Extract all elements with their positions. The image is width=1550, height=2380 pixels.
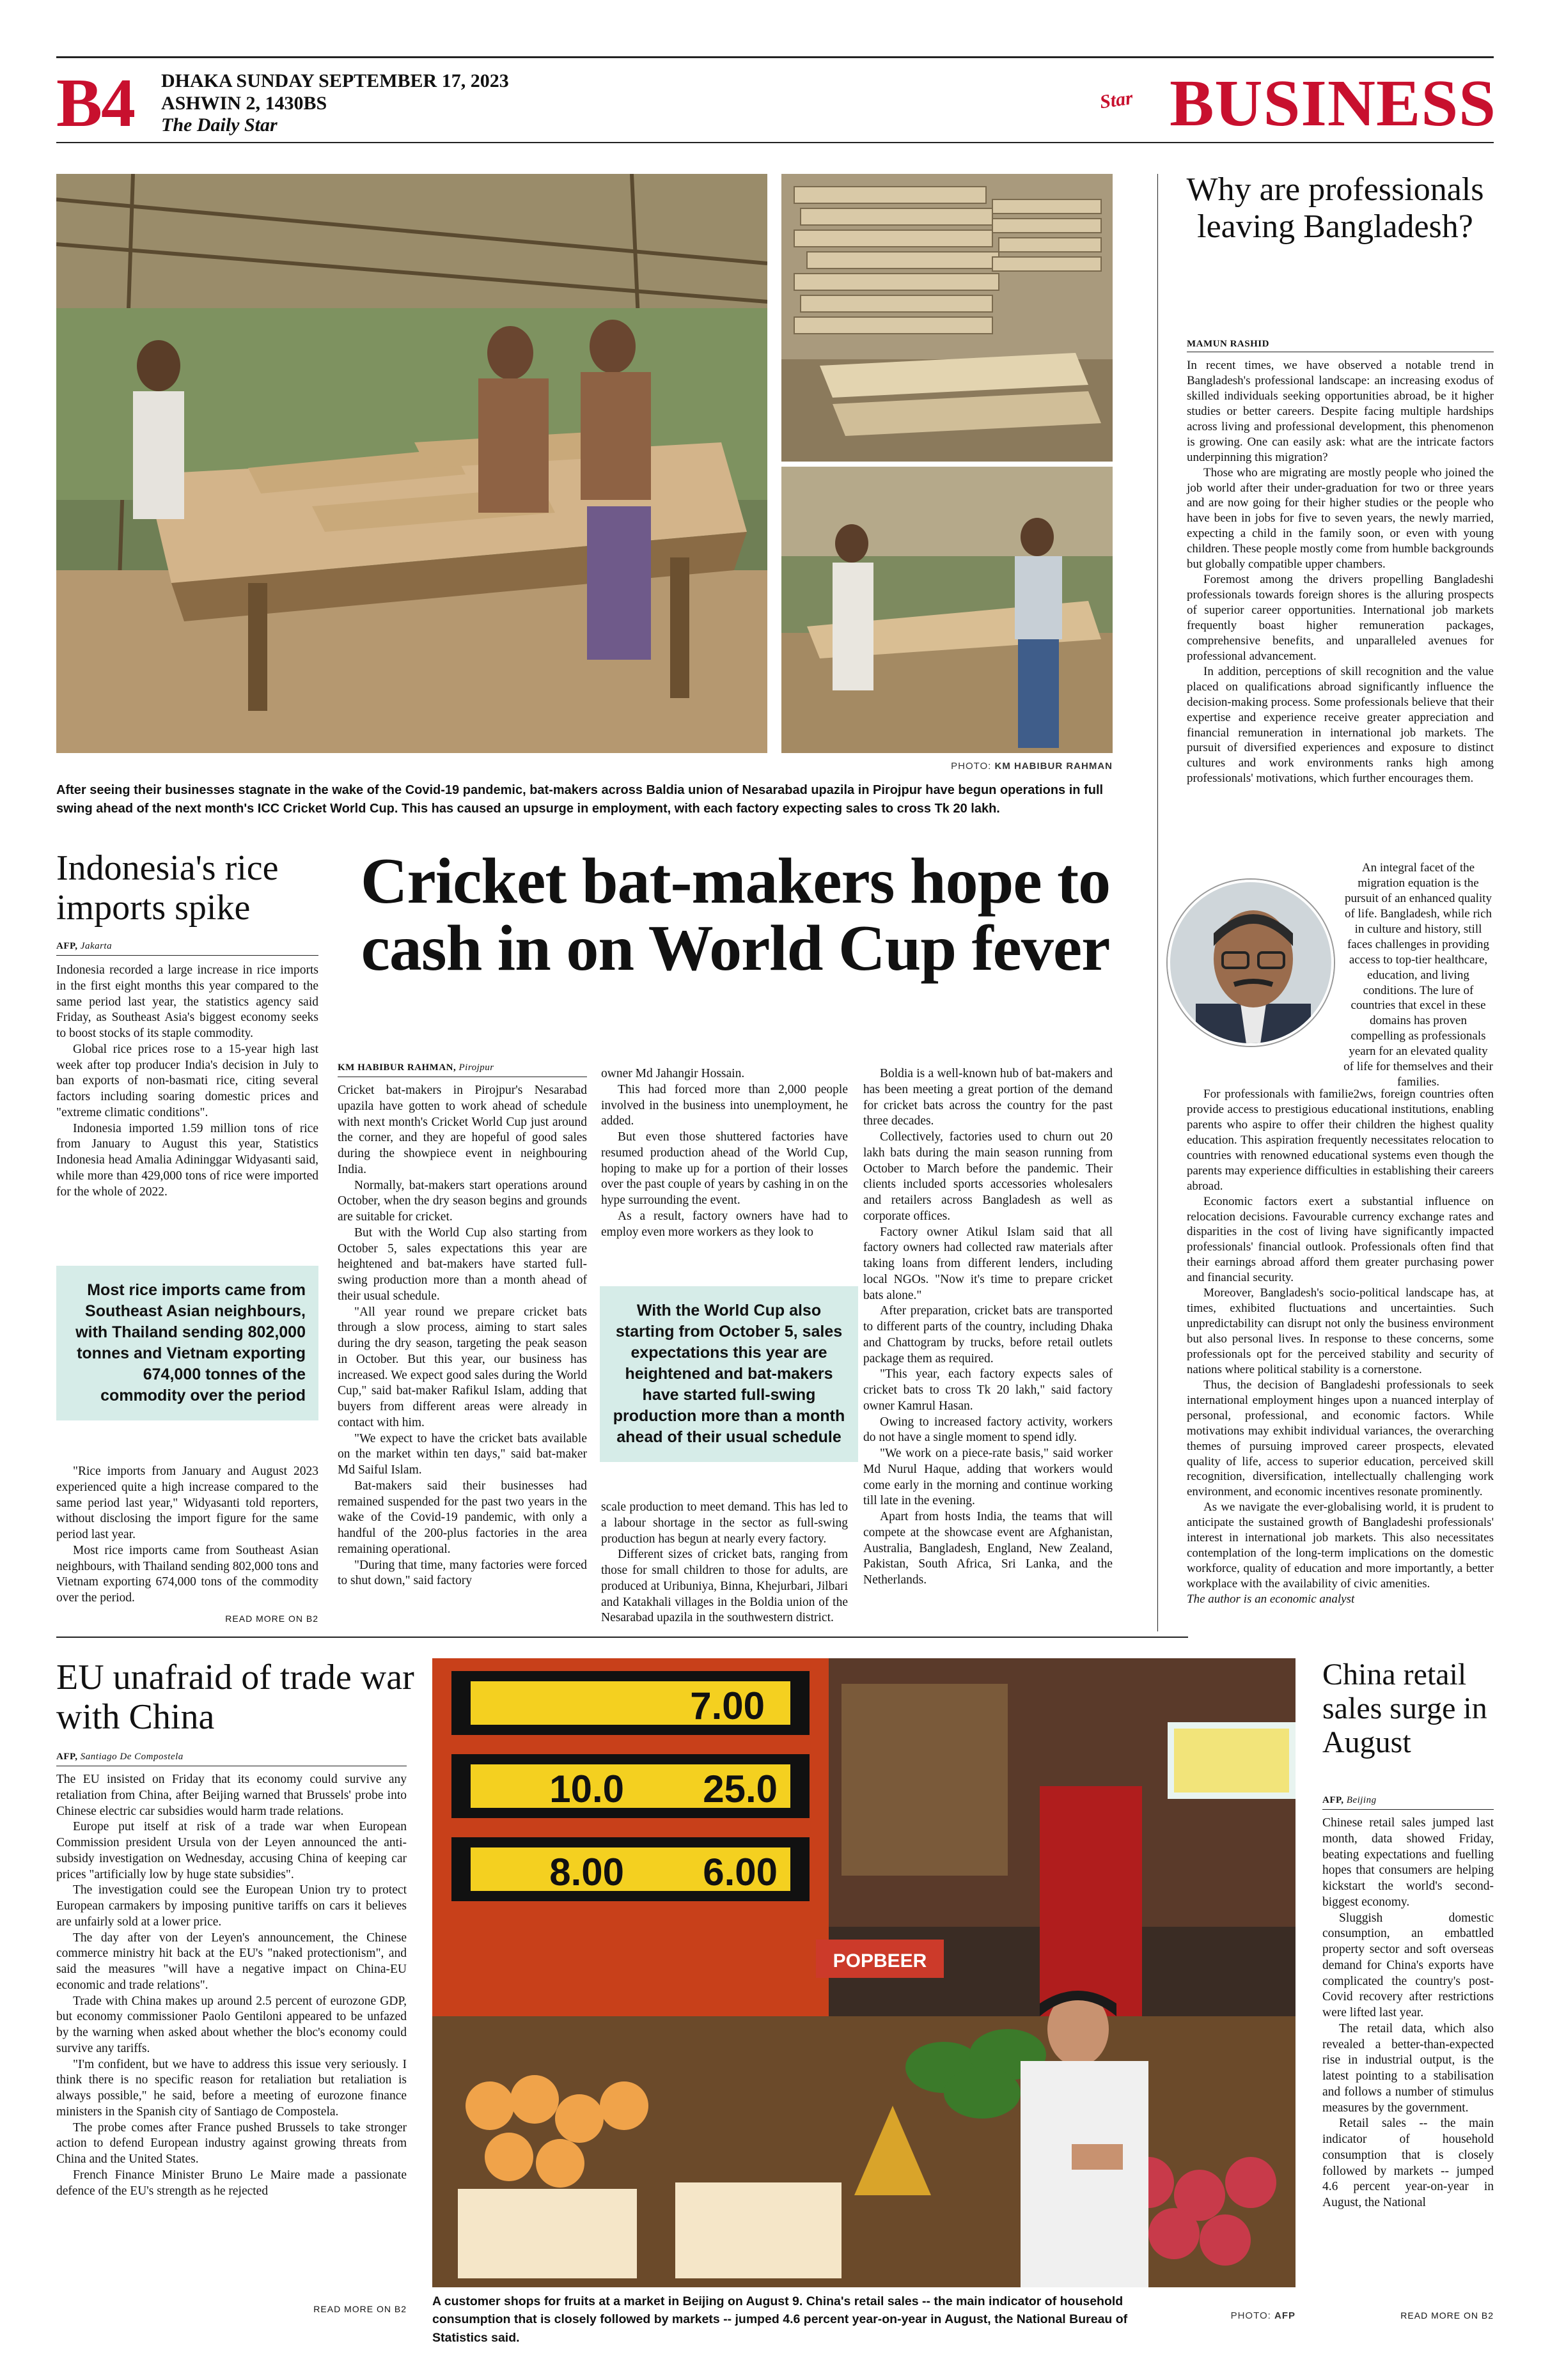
indonesia-byline-name: AFP,	[56, 941, 78, 951]
paragraph: "During that time, many factories were forced to shut down," said factory	[338, 1558, 587, 1588]
indonesia-headline: Indonesia's rice imports spike	[56, 848, 279, 928]
paragraph: The investigation could see the European Union try to protect European carmakers by imposing punitive tariffs on cars it believes are unfairly sold at a lower price.	[56, 1883, 407, 1929]
lead-byline-name: KM HABIBUR RAHMAN,	[338, 1062, 457, 1073]
lead-column-3	[863, 1066, 1113, 1589]
paragraph: Chinese retail sales jumped last month, data showed Friday, beating expectations and fuelling hopes that consumers are helping kickstart the world's second-biggest economy.	[1322, 1816, 1494, 1909]
paragraph: The EU insisted on Friday that its economy could survive any retaliation from China, after Beijing warned that Brussels' probe into Chinese electric car subsidies would harm trade relations.	[56, 1773, 407, 1818]
star-logo: Star	[1098, 87, 1134, 113]
paragraph: Bat-makers said their businesses had remained suspended for the past two years in the wake of the Covid-19 pandemic, with only a handful of the 200-plus factories in the area remaining operational.	[338, 1479, 587, 1556]
china-byline-name: AFP,	[1322, 1795, 1344, 1805]
header-top-rule	[56, 56, 1494, 58]
credit-name: KM HABIBUR RAHMAN	[994, 761, 1113, 772]
paragraph: After preparation, cricket bats are transported to different parts of the country, including Dhaka and Chattogram by trucks, before retail outlets package them as required.	[863, 1304, 1113, 1365]
paragraph: Collectively, factories used to churn out 20 lakh bats during the main season running from October to March before the pandemic. Their clients included sports accessories wholesalers and retailers across Bangladesh as well as corporate offices.	[863, 1130, 1113, 1223]
paragraph: Retail sales -- the main indicator of household consumption that is closely followed by markets -- jumped 4.6 percent year-on-year in August, the National	[1322, 2117, 1494, 2209]
lead-byline-place: Pirojpur	[458, 1062, 494, 1073]
opinion-column-rule	[1157, 174, 1158, 1631]
china-read-more[interactable]: READ MORE ON B2	[1400, 2310, 1494, 2321]
market-credit-name: AFP	[1274, 2310, 1296, 2321]
paper-name: The Daily Star	[161, 114, 278, 136]
paragraph: The retail data, which also revealed a better-than-expected rise in industrial output, is the latest pointing to a stabilisation and follows a number of stimulus measures by the government.	[1322, 2021, 1494, 2115]
paragraph: "We work on a piece-rate basis," said worker Md Nurul Haque, adding that workers would come early in the morning and continue working till late in the evening.	[863, 1447, 1113, 1508]
paragraph: "This year, each factory expects sales of cricket bats to cross Tk 20 lakh," said factory owner Kamrul Hasan.	[863, 1367, 1113, 1413]
paragraph: Global rice prices rose to a 15-year high last week after top producer India's decision in July to ban exports of non-basmati rice, citing several factors including soaring domestic prices and "extreme climatic conditions".	[56, 1042, 318, 1119]
lead-column-1	[338, 1083, 587, 1589]
paragraph: For professionals with familie2ws, foreign countries often provide access to prestigious educational institutions, enabling parents who aspire to offer their children the highest quality education. This aspiration frequently necessitates relocation to countries with renowned educational systems even though the parents may experience difficulties in establishing their careers abroad.	[1187, 1087, 1494, 1193]
paragraph: In addition, perceptions of skill recognition and the value placed on qualifications abroad significantly influence the decision-making process. Some professionals believe that their expertise and experience receive greater appreciation and financial remuneration in international job markets. The pursuit of diversified experiences and exposure to distinct cultures and work environments ranks high among professionals' motivations, which further encourages them.	[1187, 664, 1494, 786]
market-credit-label: PHOTO:	[1230, 2310, 1271, 2321]
price-sign-5: 6.00	[703, 1851, 778, 1894]
paragraph: Europe put itself at risk of a trade war when European Commission president Ursula von der Leyen announced the anti-subsidy investigation on Wednesday, accusing China of keeping car prices "artificially low by huge state subsidies".	[56, 1820, 407, 1881]
eu-byline-place: Santiago De Compostela	[80, 1752, 184, 1762]
china-headline: China retail sales surge in August	[1322, 1658, 1487, 1759]
paragraph: scale production to meet demand. This has led to a labour shortage in the sector as full-swing production has begun at nearly every factory.	[601, 1500, 848, 1546]
indonesia-read-more[interactable]: READ MORE ON B2	[225, 1614, 318, 1624]
china-byline	[1322, 1795, 1494, 1806]
paragraph: French Finance Minister Bruno Le Maire made a passionate defence of the EU's strength as he rejected	[56, 2168, 407, 2198]
lead-column-2-top	[601, 1066, 848, 1240]
paragraph: Economic factors exert a substantial influence on relocation decisions. Favourable currency exchange rates and disparities in the cost of living have significantly impacted professionals' financial outlook. Professionals often find that their earnings abroad afford them greater purchasing power and financial security.	[1187, 1194, 1494, 1285]
lead-column-2-bottom	[601, 1500, 848, 1626]
workers-planing-photo	[781, 467, 1113, 753]
price-sign-4: 8.00	[549, 1851, 624, 1894]
china-byline-rule	[1322, 1809, 1494, 1810]
lead-byline	[338, 1062, 606, 1073]
eu-byline	[56, 1752, 376, 1762]
paragraph: "All year round we prepare cricket bats through a slow process, aiming to start sales during the dry season, targeting the peak season in October. But this year, our business has increased. We expect good sales during the World Cup," said bat-maker Rafikul Islam, adding that buyers from different areas were already in contact with him.	[338, 1305, 587, 1429]
paragraph: "Rice imports from January and August 2023 experienced quite a high increase compared to the same period last year," Widyasanti told reporters, without disclosing the import figure for the same period last year.	[56, 1465, 318, 1541]
paragraph: As we navigate the ever-globalising world, it is prudent to anticipate the sustained growth of Bangladeshi professionals' interest in international job markets. This also necessitates contemplation of the long-term implications on the domestic workforce, quality of education and more importantly, a better workplace with the availability of civic amenities.	[1187, 1500, 1494, 1591]
credit-label: PHOTO:	[951, 761, 992, 772]
section-title: BUSINESS	[1170, 66, 1496, 140]
eu-headline: EU unafraid of trade war with China	[56, 1658, 414, 1737]
paragraph: Owing to increased factory activity, workers do not have a single moment to spend idly.	[863, 1415, 1113, 1445]
lead-pull-quote: With the World Cup also starting from October 5, sales expectations this year are heightened and bat-makers have started full-swing production more than a month ahead of their usual schedule	[600, 1286, 858, 1462]
paragraph: Different sizes of cricket bats, ranging from those for small children to those for adults, are produced at Uribuniya, Binna, Khejurbari, Jilbari and Katakhali villages in the Boldia union of the Nesarabad upazila in the southwestern district.	[601, 1548, 848, 1625]
paragraph: owner Md Jahangir Hossain.	[601, 1067, 745, 1080]
paragraph: But even those shuttered factories have resumed production ahead of the World Cup, hoping to make up for a portion of their losses over the past couple of years by cashing in on the hype surrounding the event.	[601, 1130, 848, 1207]
paragraph: But with the World Cup also starting from October 5, sales expectations this year are heightened and bat-makers have started full-swing production more than a month ahead of their usual schedule.	[338, 1225, 587, 1303]
opinion-wrap-text: An integral facet of the migration equation is the pursuit of an enhanced quality of life. Bangladesh, while rich in culture and history, still faces challenges in providing access to top-tier healthcare, education, and living conditions. The lure of countries that excel in these domains has proven compelling as professionals yearn for an elevated quality of life for themselves and their families.	[1343, 861, 1493, 1089]
paragraph: Moreover, Bangladesh's socio-political landscape has, at times, exhibited fluctuations and uncertainties. Such unpredictability can disrupt not only the business environment but also personal lives. In response to these concerns, some professionals opt for the perceived stability and security of nations where political stability is a cornerstone.	[1187, 1286, 1494, 1376]
china-byline-place: Beijing	[1346, 1795, 1377, 1805]
paragraph: As a result, factory owners have had to employ even more workers as they look to	[601, 1209, 848, 1239]
beijing-market-photo	[432, 1658, 1296, 2287]
lead-photo-caption: After seeing their businesses stagnate in the wake of the Covid-19 pandemic, bat-makers across Baldia union of Nesarabad upazila in Pirojpur have begun operations in full swing ahead of the next month's ICC Cricket World Cup. This has caused an upsurge in employment, with each factory expecting sales to cross Tk 20 lakh.	[56, 783, 1104, 816]
opinion-headline: Why are professionals leaving Bangladesh?	[1186, 171, 1484, 245]
paragraph: Indonesia recorded a large increase in rice imports in the first eight months this year compared to the same period last year, the statistics agency said Friday, as Southeast Asia's biggest economy seeks to boost stocks of its staple commodity.	[56, 963, 318, 1040]
opinion-body-top	[1187, 358, 1494, 786]
paragraph: Thus, the decision of Bangladeshi professionals to seek international employment hinges upon a nuanced interplay of personal, professional, and economic factors. While motivations may exhibit individual variances, the overarching themes of pursuing improved career prospects, elevated quality of life, access to superior education, perceived skill recognition, diversification, intellectually challenging work environment, and economic incentives resonate prominently.	[1187, 1378, 1494, 1499]
author-photo	[1168, 880, 1334, 1046]
opinion-byline: MAMUN RASHID	[1187, 339, 1269, 349]
eu-body	[56, 1772, 407, 2199]
paragraph: Boldia is a well-known hub of bat-makers and has been meeting a great portion of the demand for cricket bats across the country for the past three decades.	[863, 1067, 1113, 1128]
price-sign-3: 25.0	[703, 1768, 778, 1810]
lower-section-rule	[56, 1637, 1188, 1638]
paragraph: Indonesia imported 1.59 million tons of rice from January to August this year, Statistics Indonesia head Amalia Adininggar Widyasanti said, while more than 429,000 tons of rice were imported for the whole of 2022.	[56, 1121, 318, 1199]
dateline	[161, 70, 545, 137]
paragraph: Normally, bat-makers start operations around October, when the dry season begins and grounds are suitable for cricket.	[338, 1178, 587, 1224]
eu-byline-name: AFP,	[56, 1752, 78, 1762]
bangla-date: ASHWIN 2, 1430BS	[161, 92, 327, 114]
indonesia-body-top	[56, 963, 318, 1200]
bat-stacks-photo	[781, 174, 1113, 462]
paragraph: "We expect to have the cricket bats available on the market within ten days," said bat-maker Md Saiful Islam.	[338, 1431, 587, 1477]
opinion-body-bottom	[1187, 1087, 1494, 1607]
paragraph: The probe comes after France pushed Brussels to take stronger action to defend European industry against growing threats from China and the United States.	[56, 2120, 407, 2166]
paragraph: Factory owner Atikul Islam said that all factory owners had collected raw materials after taking loans from different lenders, including local NGOs. "Now it's time to prepare cricket bats alone."	[863, 1225, 1113, 1302]
paragraph: Foremost among the drivers propelling Bangladeshi professionals towards foreign shores is the alluring prospects of superior career opportunities. International job markets frequently boast higher remuneration packages, comprehensive benefits, and unparalleled avenues for professional advancement.	[1187, 573, 1494, 663]
indonesia-byline-rule	[56, 955, 318, 956]
lead-headline: Cricket bat-makers hope to cash in on World Cup fever	[360, 845, 1111, 985]
author-note: The author is an economic analyst	[1187, 1592, 1355, 1606]
indonesia-body-bottom	[56, 1464, 318, 1606]
paragraph: The day after von der Leyen's announcement, the Chinese commerce ministry hit back at the EU's "naked protectionism", and said the measures "will have a negative impact on China-EU economic and trade relations".	[56, 1931, 407, 1992]
popbeer-sign: POPBEER	[833, 1950, 927, 1972]
paragraph: Trade with China makes up around 2.5 percent of eurozone GDP, but economy commissioner Paolo Gentiloni appeared to be unfazed by the warning when asked about whether the bloc's economy could survive any tariffs.	[56, 1994, 407, 2055]
price-sign-2: 10.0	[549, 1768, 624, 1810]
paragraph: This had forced more than 2,000 people involved in the business into unemployment, he added.	[601, 1082, 848, 1128]
header-bottom-rule	[56, 142, 1494, 143]
indonesia-pull-quote: Most rice imports came from Southeast Asian neighbours, with Thailand sending 802,000 tonnes and Vietnam exporting 674,000 tonnes of the commodity over the period	[56, 1266, 318, 1420]
paragraph: Those who are migrating are mostly people who joined the job world after their under-graduation for two or three years and are now going for their higher studies or the people who have been in jobs for five to seven years, the newly married, expecting a child in the family soon, or even with young children. These people mostly come from humble backgrounds but globally compatible upper chambers.	[1187, 465, 1494, 572]
paragraph: Most rice imports came from Southeast Asian neighbours, with Thailand sending 802,000 tons and Vietnam exporting 674,000 tons of the commodity over the period.	[56, 1543, 318, 1605]
china-body	[1322, 1816, 1494, 2211]
price-sign-1: 7.00	[690, 1684, 765, 1727]
paragraph: In recent times, we have observed a notable trend in Bangladesh's professional landscape: an increasing exodus of skilled individuals seeking opportunities abroad, be it higher studies or better careers. Despite facing multiple hardships across living and professional development, this phenomenon is growing. One can easily ask: what are the intricate factors underpinning this migration?	[1187, 359, 1494, 464]
paragraph: Sluggish domestic consumption, an embattled property sector and soft overseas demand for China's exports have complicated the country's post-Covid recovery after restrictions were lifted last year.	[1322, 1911, 1494, 2019]
paragraph: Cricket bat-makers in Pirojpur's Nesarabad upazila have gotten to work ahead of schedule with next month's Cricket World Cup just around the corner, and they are hopeful of good sales during the showpiece event in neighbouring India.	[338, 1084, 587, 1176]
indonesia-byline-place: Jakarta	[80, 941, 113, 951]
date-line: DHAKA SUNDAY SEPTEMBER 17, 2023	[161, 70, 509, 91]
paragraph: Apart from hosts India, the teams that will compete at the showcase event are Afghanistan, Australia, Bangladesh, England, New Zealand, Pakistan, South Africa, Sri Lanka, and the Netherlands.	[863, 1510, 1113, 1587]
market-photo-caption: A customer shops for fruits at a market in Beijing on August 9. China's retail sales -- the main indicator of household consumption that is closely followed by markets -- jumped 4.6 percent year-on-year in August, the National Bureau of Statistics said.	[432, 2294, 1128, 2345]
page-number: B4	[56, 65, 135, 141]
lead-photo-credit	[914, 761, 1113, 772]
bat-makers-photo-main	[56, 174, 767, 753]
paragraph: "I'm confident, but we have to address this issue very seriously. I think there is no specific reason for retaliation but retaliation is always possible," he said, before a meeting of eurozone finance ministers in the Spanish city of Santiago de Compostela.	[56, 2057, 407, 2119]
market-photo-credit	[1183, 2310, 1296, 2321]
eu-read-more[interactable]: READ MORE ON B2	[313, 2304, 407, 2314]
indonesia-byline	[56, 941, 312, 952]
